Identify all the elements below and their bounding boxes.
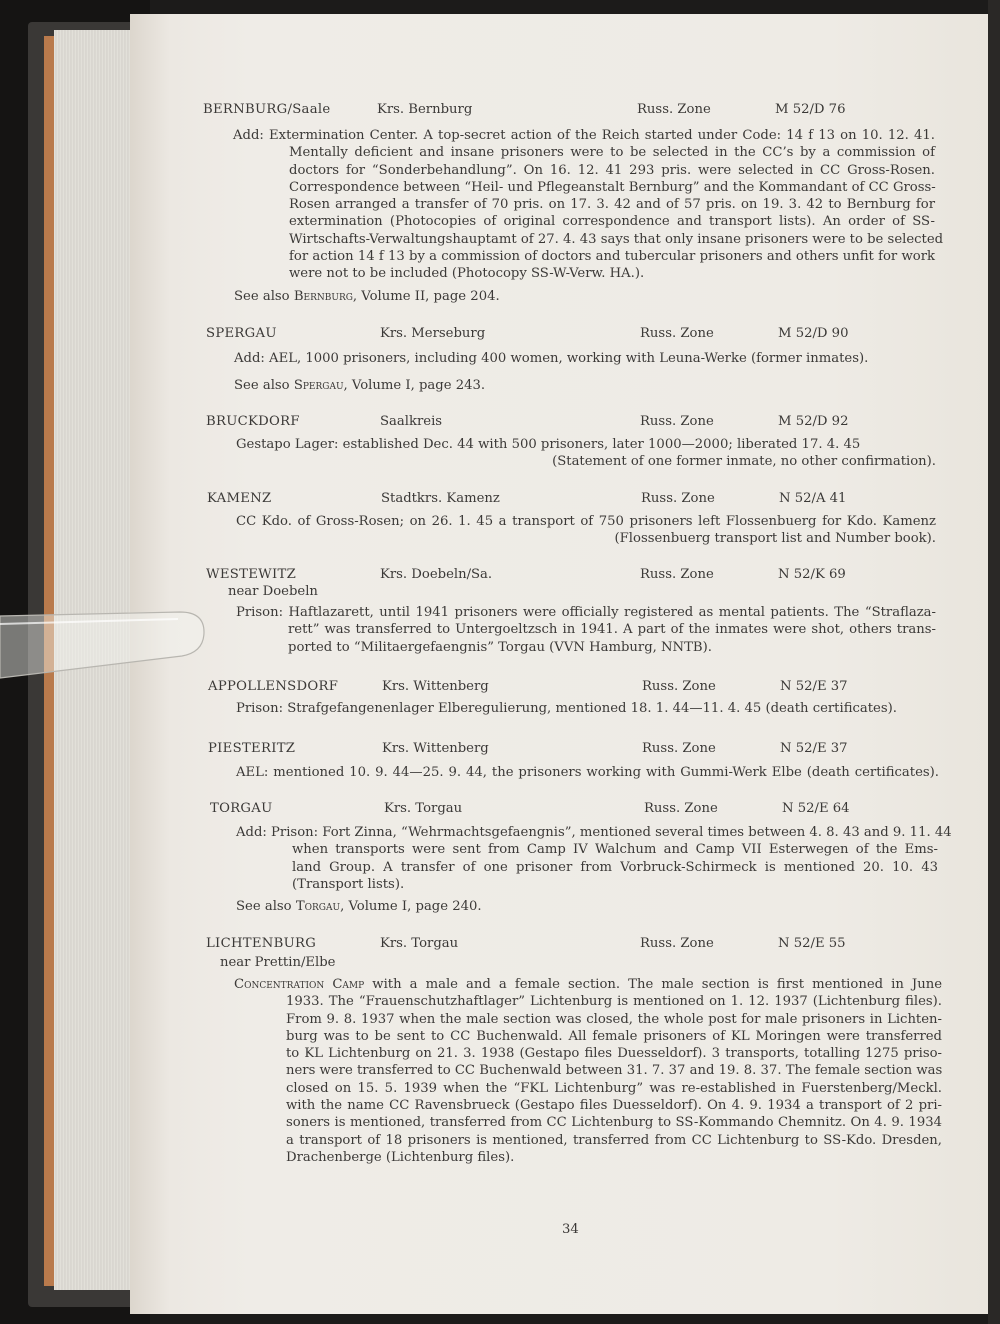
text-line: (Transport lists).: [292, 876, 405, 892]
place-name: SPERGAU: [206, 326, 277, 341]
place-name: WESTEWITZ: [206, 567, 297, 582]
text-line: Add: Prison: Fort Zinna, “Wehrmachtsgefaengnis”, mentioned several times between 4. 8. 43 and 9. 11. 44: [236, 825, 952, 840]
text-line: extermination (Photocopies of original correspondence and transport lists). An order of SS-: [289, 214, 935, 230]
place-subtitle: near Prettin/Elbe: [220, 955, 336, 970]
entry-text: [236, 824, 952, 893]
zone: Russ. Zone: [642, 741, 716, 756]
place-name: TORGAU: [210, 801, 273, 816]
see-also: [236, 899, 482, 914]
text-line: Rosen arranged a transfer of 70 pris. on 17. 3. 42 and of 57 pris. on 19. 3. 42 to Bernburg for: [289, 197, 935, 213]
place-name: PIESTERITZ: [208, 741, 296, 756]
kreis: Krs. Doebeln/Sa.: [380, 567, 493, 582]
entry-header: [203, 102, 863, 120]
text-line: soners is mentioned, transferred from CC Lichtenburg to SS-Kommando Chemnitz. On 4. 9. 1934: [286, 1115, 942, 1131]
text-line: (Statement of one former inmate, no other confirmation).: [552, 454, 936, 470]
see-also-prefix: See also: [234, 378, 290, 393]
entry-header: [206, 414, 866, 432]
see-also-name: Torgau: [295, 899, 341, 914]
entry-header: [207, 491, 867, 509]
entry-text: [234, 976, 942, 1166]
kreis: Krs. Torgau: [384, 801, 463, 816]
place-subtitle: near Doebeln: [228, 584, 318, 599]
text-line: ners were transferred to CC Buchenwald between 31. 7. 37 and 19. 8. 37. The female section was: [286, 1063, 943, 1079]
map-ref: M 52/D 76: [775, 102, 846, 117]
kreis: Krs. Bernburg: [377, 102, 473, 117]
entry-header: [208, 679, 868, 697]
text-line: Add: Extermination Center. A top-secret action of the Reich started under Code: 14 f 13 on 10. 12. 41.: [233, 128, 935, 143]
kreis: Krs. Wittenberg: [382, 741, 489, 756]
place-name: BERNBURG/Saale: [203, 102, 331, 117]
see-also-suffix: , Volume II, page 204.: [352, 289, 500, 304]
text-line: with the name CC Ravensbrueck (Gestapo files Duesseldorf). On 4. 9. 1934 a transport of 2 pri-: [286, 1098, 942, 1114]
text-line: ported to “Militaergefaengnis” Torgau (VVN Hamburg, NNTB).: [288, 639, 712, 655]
text-line: Wirtschafts-Verwaltungshauptamt of 27. 4. 43 says that only insane prisoners were to be selected: [289, 231, 944, 247]
text-line: to KL Lichtenburg on 21. 3. 1938 (Gestapo files Duesseldorf). 3 transports, totalling 1275 priso-: [286, 1046, 942, 1062]
entry-header: [206, 936, 866, 954]
text-line: From 9. 8. 1937 when the male section was closed, the whole post for male prisoners in Lichten-: [286, 1011, 942, 1027]
map-ref: M 52/D 92: [778, 414, 849, 429]
entry-header: [206, 326, 866, 344]
zone: Russ. Zone: [644, 801, 718, 816]
entry-text: [236, 764, 939, 781]
place-name: BRUCKDORF: [206, 414, 300, 429]
map-ref: N 52/K 69: [778, 567, 846, 582]
kreis: Saalkreis: [380, 414, 443, 429]
see-also-prefix: See also: [234, 289, 290, 304]
text-line: doctors for “Sonderbehandlung”. On 16. 12. 41 293 pris. were selected in CC Gross-Rosen.: [289, 162, 935, 178]
text-line: Mentally deficient and insane prisoners were to be selected in the CC’s by a commission of: [289, 145, 935, 161]
see-also-suffix: , Volume I, page 243.: [343, 378, 486, 393]
place-name: KAMENZ: [207, 491, 272, 506]
text-line: (Flossenbuerg transport list and Number book).: [614, 531, 936, 547]
text-line: Prison: Strafgefangenenlager Elberegulierung, mentioned 18. 1. 44—11. 4. 45 (death certificates).: [236, 701, 897, 716]
see-also: [234, 378, 485, 393]
kreis: Krs. Wittenberg: [382, 679, 489, 694]
kreis: Krs. Torgau: [380, 936, 459, 951]
map-ref: N 52/E 55: [778, 936, 846, 951]
text-line: CC Kdo. of Gross-Rosen; on 26. 1. 45 a transport of 750 prisoners left Flossenbuerg for Kdo. Kamenz: [236, 514, 936, 529]
text-line: Prison: Haftlazarett, until 1941 prisoners were officially registered as mental patients. The “Straflaza-: [236, 605, 936, 620]
text-line: AEL: mentioned 10. 9. 44—25. 9. 44, the prisoners working with Gummi-Werk Elbe (death certificates).: [236, 765, 939, 780]
see-also-name: Spergau: [293, 378, 344, 393]
map-ref: M 52/D 90: [778, 326, 849, 341]
zone: Russ. Zone: [640, 326, 714, 341]
text-line: Drachenberge (Lichtenburg files).: [286, 1149, 515, 1165]
zone: Russ. Zone: [640, 936, 714, 951]
map-ref: N 52/A 41: [779, 491, 847, 506]
entry-header: [206, 567, 866, 585]
text-line: burg was to be sent to CC Buchenwald. All female prisoners of KL Moringen were transferred: [286, 1028, 942, 1044]
text-line: 1933. The “Frauenschutzhaftlager” Lichtenburg is mentioned on 1. 12. 1937 (Lichtenburg files).: [286, 994, 942, 1010]
text-line: a transport of 18 prisoners is mentioned, transferred from CC Lichtenburg to SS-Kdo. Dresden,: [286, 1132, 942, 1148]
kreis: Stadtkrs. Kamenz: [381, 491, 500, 506]
see-also-prefix: See also: [236, 899, 292, 914]
entry-text: [236, 700, 936, 717]
entry-header: [210, 801, 870, 819]
map-ref: N 52/E 64: [782, 801, 850, 816]
place-name: LICHTENBURG: [206, 936, 317, 951]
entry-header: [208, 741, 868, 759]
text-line: closed on 15. 5. 1939 when the “FKL Lichtenburg” was re-established in Fuerstenberg/Meckl.: [286, 1080, 942, 1096]
see-also-suffix: , Volume I, page 240.: [340, 899, 482, 914]
map-ref: N 52/E 37: [780, 679, 848, 694]
entry-text: [234, 350, 936, 367]
text-line: Correspondence between “Heil- und Pflegeanstalt Bernburg” and the Kommandant of CC Gross-: [289, 179, 936, 195]
zone: Russ. Zone: [642, 679, 716, 694]
zone: Russ. Zone: [640, 414, 714, 429]
text-line: rett” was transferred to Untergoeltzsch in 1941. A part of the inmates were shot, others trans-: [288, 622, 936, 638]
section-lead: Concentration Camp: [234, 977, 365, 992]
see-also: [234, 289, 500, 304]
entry-text: [236, 604, 936, 656]
page-number: 34: [562, 1222, 579, 1237]
place-name: APPOLLENSDORF: [208, 679, 339, 694]
text-line: for action 14 f 13 by a commission of doctors and tubercular prisoners and others unfit for work: [289, 249, 935, 265]
text-line: Gestapo Lager: established Dec. 44 with 500 prisoners, later 1000—2000; liberated 17. 4. 45: [236, 437, 861, 452]
zone: Russ. Zone: [641, 491, 715, 506]
text-line: when transports were sent from Camp IV Walchum and Camp VII Esterwegen of the Ems-: [292, 842, 938, 858]
map-ref: N 52/E 37: [780, 741, 848, 756]
entry-text: [236, 513, 936, 548]
text-line: were not to be included (Photocopy SS-W-Verw. HA.).: [289, 266, 645, 282]
text-line: [234, 976, 942, 993]
zone: Russ. Zone: [640, 567, 714, 582]
text-line: land Group. A transfer of one prisoner from Vorbruck-Schirmeck is mentioned 20. 10. 43: [292, 859, 938, 875]
kreis: Krs. Merseburg: [380, 326, 486, 341]
entry-text: [233, 127, 944, 283]
see-also-name: Bernburg: [293, 289, 353, 304]
text-line-rest: with a male and a female section. The male section is first mentioned in June: [372, 977, 943, 992]
text-line: Add: AEL, 1000 prisoners, including 400 women, working with Leuna-Werke (former inmates).: [234, 351, 869, 366]
zone: Russ. Zone: [637, 102, 711, 117]
entry-text: [236, 436, 936, 471]
